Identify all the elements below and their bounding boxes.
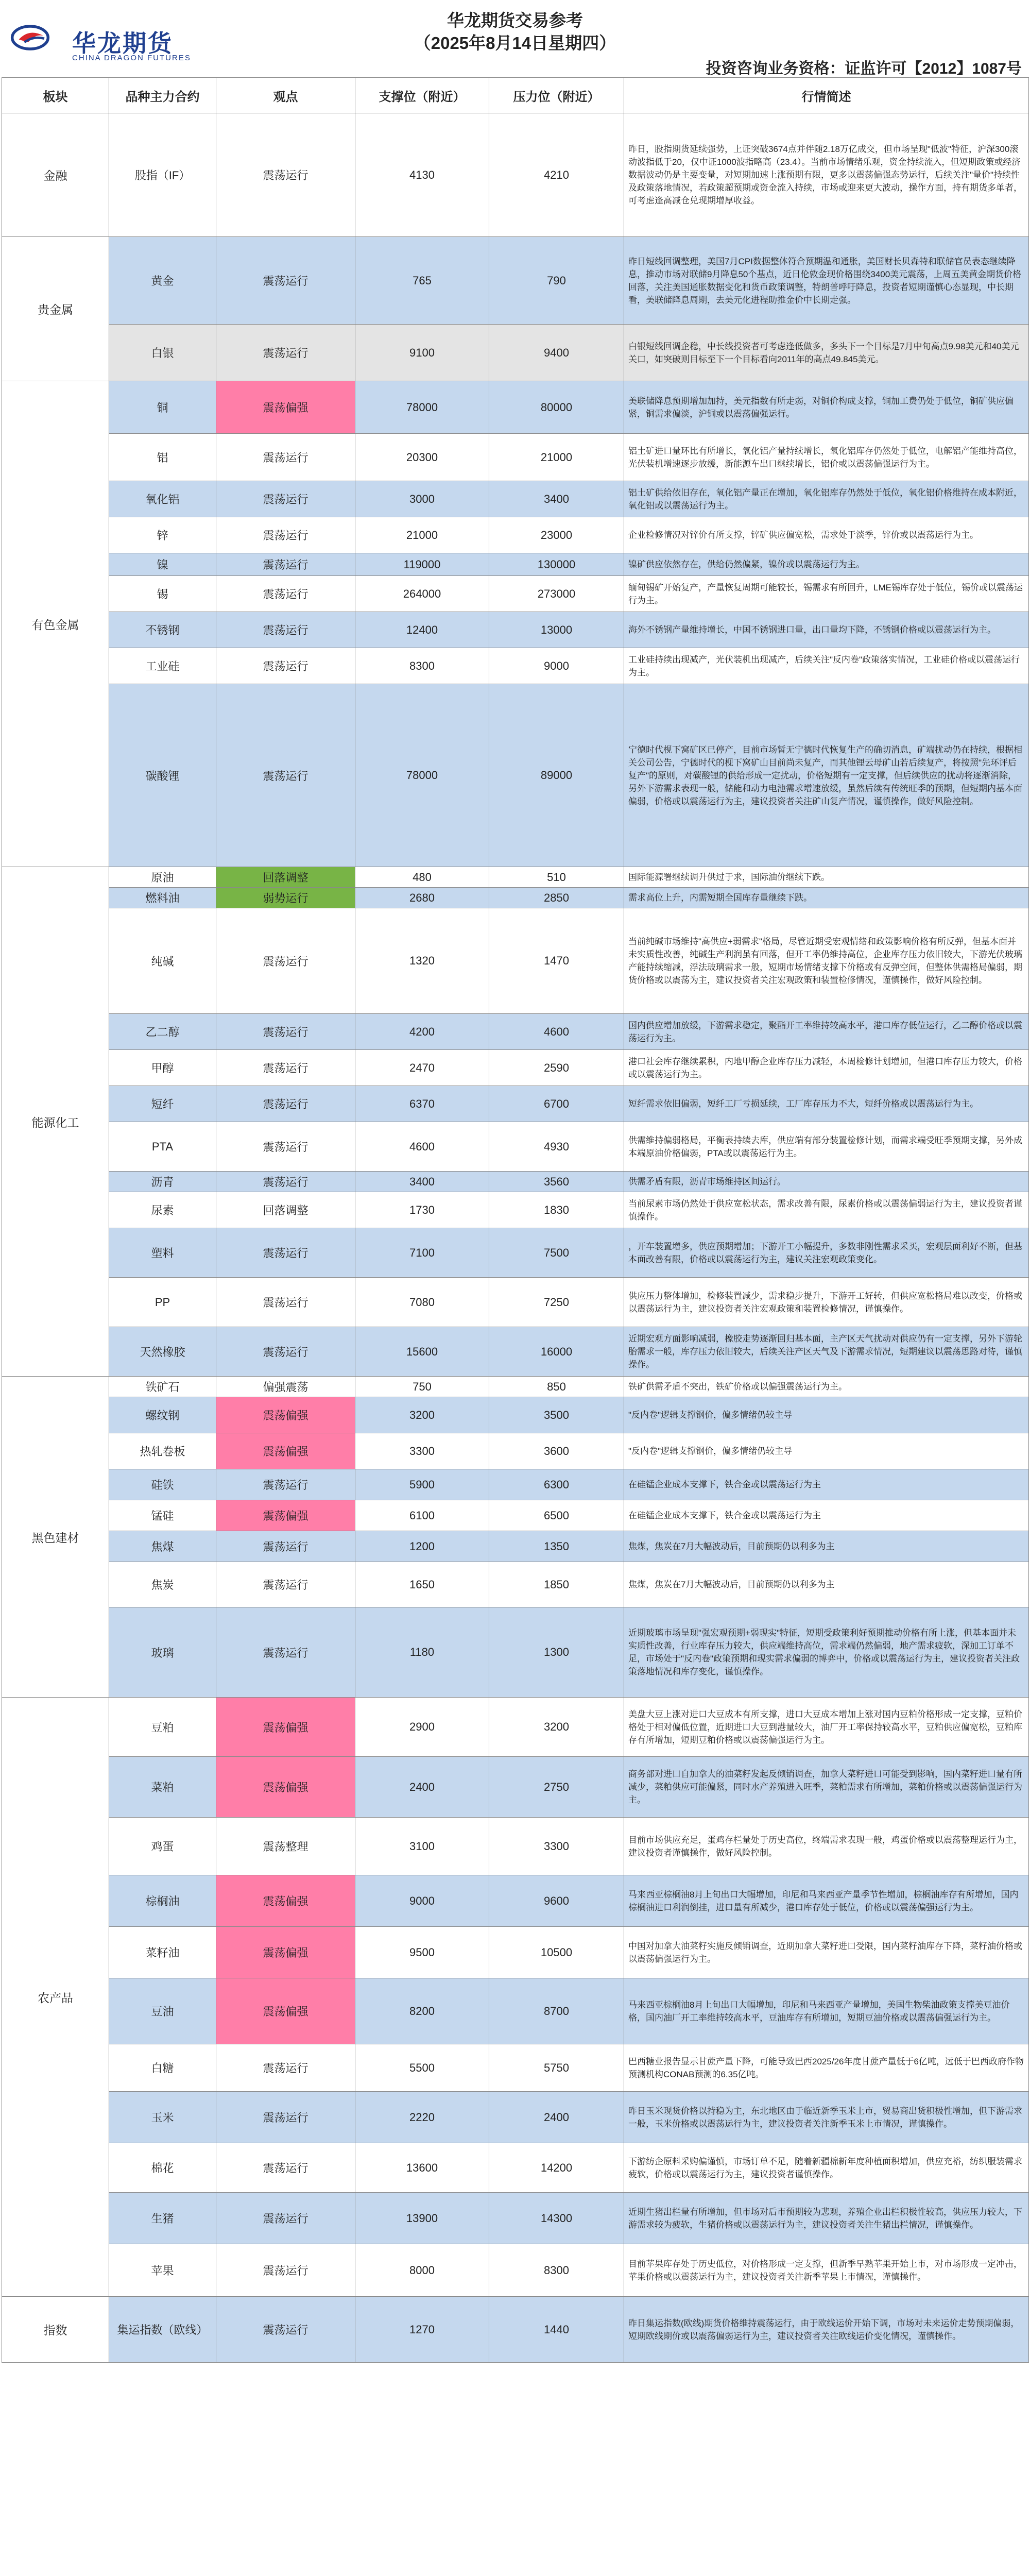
view-cell: 震荡偏强 bbox=[216, 1757, 355, 1818]
sector-cell: 农产品 bbox=[2, 1698, 109, 2297]
table-row bbox=[2, 1469, 1029, 1500]
description-cell: 焦煤，焦炭在7月大幅波动后，目前预期仍以利多为主 bbox=[624, 1562, 1029, 1607]
sector-cell: 贵金属 bbox=[2, 237, 109, 381]
table-row bbox=[2, 576, 1029, 612]
view-cell: 震荡运行 bbox=[216, 1469, 355, 1500]
contract-cell: 塑料 bbox=[109, 1228, 216, 1278]
table-row bbox=[2, 888, 1029, 908]
description-cell: 铁矿供需矛盾不突出，铁矿价格或以偏强震荡运行为主。 bbox=[624, 1377, 1029, 1397]
trading-reference-table bbox=[2, 77, 1029, 2363]
view-cell: 震荡运行 bbox=[216, 553, 355, 576]
resistance-cell: 1440 bbox=[489, 2297, 624, 2363]
logo-chinese-name: 华龙期货 bbox=[72, 30, 173, 57]
resistance-cell: 130000 bbox=[489, 553, 624, 576]
table-row bbox=[2, 1228, 1029, 1278]
view-cell: 震荡偏强 bbox=[216, 1433, 355, 1469]
description-cell: 目前市场供应充足，蛋鸡存栏量处于历史高位，终端需求表现一般，鸡蛋价格或以震荡整理运行为主，建议投资者谨慎操作，做好风险控制。 bbox=[624, 1818, 1029, 1875]
resistance-cell: 14200 bbox=[489, 2143, 624, 2193]
resistance-cell: 2400 bbox=[489, 2092, 624, 2143]
contract-cell: 碳酸锂 bbox=[109, 684, 216, 867]
contract-cell: 不锈钢 bbox=[109, 612, 216, 648]
contract-cell: 沥青 bbox=[109, 1172, 216, 1192]
resistance-cell: 9000 bbox=[489, 648, 624, 684]
support-cell: 15600 bbox=[355, 1327, 489, 1377]
description-cell: 在硅锰企业成本支撑下，铁合金或以震荡运行为主 bbox=[624, 1469, 1029, 1500]
view-cell: 震荡偏强 bbox=[216, 381, 355, 434]
contract-cell: 铜 bbox=[109, 381, 216, 434]
resistance-cell: 4210 bbox=[489, 113, 624, 237]
support-cell: 264000 bbox=[355, 576, 489, 612]
support-cell: 119000 bbox=[355, 553, 489, 576]
resistance-cell: 3300 bbox=[489, 1818, 624, 1875]
contract-cell: 镍 bbox=[109, 553, 216, 576]
contract-cell: 白银 bbox=[109, 325, 216, 381]
resistance-cell: 3200 bbox=[489, 1698, 624, 1757]
contract-cell: 菜粕 bbox=[109, 1757, 216, 1818]
support-cell: 3300 bbox=[355, 1433, 489, 1469]
sector-cell: 能源化工 bbox=[2, 867, 109, 1377]
support-cell: 1270 bbox=[355, 2297, 489, 2363]
description-cell: 焦煤，焦炭在7月大幅波动后，目前预期仍以利多为主 bbox=[624, 1531, 1029, 1562]
description-cell: 供需维持偏弱格局，平衡表持续去库，供应端有部分装置检修计划，而需求端受旺季预期支撑，另外成本端原油价格偏弱，PTA或以震荡运行为主。 bbox=[624, 1122, 1029, 1172]
description-cell: 镍矿供应依然存在，供给仍然偏紧，镍价或以震荡运行为主。 bbox=[624, 553, 1029, 576]
view-cell: 震荡运行 bbox=[216, 1014, 355, 1050]
view-cell: 震荡运行 bbox=[216, 684, 355, 867]
table-row bbox=[2, 481, 1029, 517]
contract-cell: 豆油 bbox=[109, 1978, 216, 2044]
view-cell: 震荡运行 bbox=[216, 113, 355, 237]
contract-cell: 鸡蛋 bbox=[109, 1818, 216, 1875]
table-row bbox=[2, 867, 1029, 888]
table-row bbox=[2, 1698, 1029, 1757]
support-cell: 3400 bbox=[355, 1172, 489, 1192]
table-row bbox=[2, 1122, 1029, 1172]
resistance-cell: 850 bbox=[489, 1377, 624, 1397]
table-row bbox=[2, 1433, 1029, 1469]
description-cell: 当前纯碱市场维持"高供应+弱需求"格局，尽管近期受宏观情绪和政策影响价格有所反弹，但基本面并未实质性改善，纯碱生产利润虽有回落，但开工率仍维持高位，企业库存压力依旧较大，下游光伏玻璃产能持续缩减，浮法玻璃需求一般，短期市场情绪支撑下价格或有反弹空间，但整体供需格局偏弱，期货价格或以震荡为主，建议投资者关注宏观政策和装置检修情况，谨慎操作，做好风险控制。 bbox=[624, 908, 1029, 1014]
description-cell: 中国对加拿大油菜籽实施反倾销调查，近期加拿大菜籽进口受限，国内菜籽油库存下降，菜籽油价格或以震荡偏强运行为主。 bbox=[624, 1927, 1029, 1978]
resistance-cell: 7250 bbox=[489, 1278, 624, 1327]
contract-cell: 螺纹钢 bbox=[109, 1397, 216, 1433]
description-cell: 供需矛盾有限，沥青市场维持区间运行。 bbox=[624, 1172, 1029, 1192]
support-cell: 7080 bbox=[355, 1278, 489, 1327]
contract-cell: 白糖 bbox=[109, 2044, 216, 2092]
view-cell: 震荡运行 bbox=[216, 1327, 355, 1377]
resistance-cell: 9600 bbox=[489, 1875, 624, 1927]
report-title: 华龙期货交易参考 bbox=[447, 11, 583, 30]
table-row bbox=[2, 1607, 1029, 1698]
view-cell: 震荡运行 bbox=[216, 908, 355, 1014]
resistance-cell: 80000 bbox=[489, 381, 624, 434]
resistance-cell: 14300 bbox=[489, 2193, 624, 2244]
support-cell: 2470 bbox=[355, 1050, 489, 1086]
description-cell: 国内供应增加放缓，下游需求稳定，聚酯开工率维持较高水平，港口库存低位运行，乙二醇价格或以震荡运行为主。 bbox=[624, 1014, 1029, 1050]
resistance-cell: 10500 bbox=[489, 1927, 624, 1978]
table-row bbox=[2, 113, 1029, 237]
description-cell: 商务部对进口自加拿大的油菜籽发起反倾销调查，加拿大菜籽进口可能受到影响，国内菜籽进口量有所减少，菜粕供应可能偏紧，同时水产养殖进入旺季，菜粕需求有所增加，菜粕价格或以震荡偏强运行为主。 bbox=[624, 1757, 1029, 1818]
contract-cell: 尿素 bbox=[109, 1192, 216, 1228]
view-cell: 震荡运行 bbox=[216, 1050, 355, 1086]
table-row bbox=[2, 1757, 1029, 1818]
table-row bbox=[2, 2044, 1029, 2092]
resistance-cell: 1470 bbox=[489, 908, 624, 1014]
contract-cell: 短纤 bbox=[109, 1086, 216, 1122]
description-cell: 短纤需求依旧偏弱，短纤工厂亏损延续，工厂库存压力不大，短纤价格或以震荡运行为主。 bbox=[624, 1086, 1029, 1122]
support-cell: 2220 bbox=[355, 2092, 489, 2143]
description-cell: 企业检修情况对锌价有所支撑，锌矿供应偏宽松，需求处于淡季，锌价或以震荡运行为主。 bbox=[624, 517, 1029, 553]
description-cell: 宁德时代枧下窝矿区已停产，目前市场暂无宁德时代恢复生产的确切消息，矿端扰动仍在持续，根据相关公司公告，宁德时代的枧下窝矿山目前尚未复产，而其他锂云母矿山若后续复产，将按照"先环评后复产"的原则，对碳酸锂的供给形成一定扰动，价格短期有一定支撑，但后续供应的扰动将逐渐消除，另外下游需求表现一般，储能和动力电池需求增速放缓，虽然后续有传统旺季的预期，但短期内基本面偏弱，价格或以震荡运行为主，建议投资者关注矿山复产情况，谨慎操作，做好风险控制。 bbox=[624, 684, 1029, 867]
resistance-cell: 1830 bbox=[489, 1192, 624, 1228]
table-row bbox=[2, 1086, 1029, 1122]
support-cell: 21000 bbox=[355, 517, 489, 553]
view-cell: 回落调整 bbox=[216, 1192, 355, 1228]
view-cell: 震荡偏强 bbox=[216, 1500, 355, 1531]
resistance-cell: 7500 bbox=[489, 1228, 624, 1278]
contract-cell: 铝 bbox=[109, 434, 216, 481]
contract-cell: PP bbox=[109, 1278, 216, 1327]
support-cell: 9100 bbox=[355, 325, 489, 381]
description-cell: 昨日玉米现货价格以持稳为主，东北地区由于临近新季玉米上市，贸易商出货积极性增加，但下游需求一般，玉米价格或以震荡运行为主，建议投资者关注新季玉米上市情况，谨慎操作。 bbox=[624, 2092, 1029, 2143]
support-cell: 78000 bbox=[355, 684, 489, 867]
contract-cell: 股指（IF） bbox=[109, 113, 216, 237]
support-cell: 3000 bbox=[355, 481, 489, 517]
support-cell: 13900 bbox=[355, 2193, 489, 2244]
support-cell: 5500 bbox=[355, 2044, 489, 2092]
table-row bbox=[2, 1172, 1029, 1192]
col-header-contract: 品种主力合约 bbox=[109, 78, 216, 113]
support-cell: 2900 bbox=[355, 1698, 489, 1757]
sector-cell: 有色金属 bbox=[2, 381, 109, 867]
table-row bbox=[2, 684, 1029, 867]
view-cell: 震荡运行 bbox=[216, 2044, 355, 2092]
description-cell: 铝土矿进口量环比有所增长，氧化铝产量持续增长，氧化铝库存仍然处于低位，电解铝产能维持高位，光伏装机增速逐步放缓，新能源车出口继续增长，铝价或以震荡偏强运行为主。 bbox=[624, 434, 1029, 481]
view-cell: 震荡运行 bbox=[216, 648, 355, 684]
view-cell: 震荡偏强 bbox=[216, 1698, 355, 1757]
view-cell: 震荡运行 bbox=[216, 481, 355, 517]
view-cell: 震荡运行 bbox=[216, 237, 355, 325]
resistance-cell: 3600 bbox=[489, 1433, 624, 1469]
col-header-support: 支撑位（附近） bbox=[355, 78, 489, 113]
description-cell: 昨日，股指期货延续强势，上证突破3674点并伴随2.18万亿成交，但市场呈现"低波"特征，沪深300滚动波指低于20，仅中证1000波指略高（23.4）。当前市场情绪乐观，资金持续流入，但短期政策或经济数据波动仍是主要变量，对短期加速上涨预期有限，更多以震荡偏强态势运行，后续关注"量价"持续性及政策落地情况，若政策超预期或资金流入持续，市场或迎来更大波动，操作方面，持有期货多单者，可考虑逢高减仓兑现期增厚收益。 bbox=[624, 113, 1029, 237]
support-cell: 12400 bbox=[355, 612, 489, 648]
contract-cell: 黄金 bbox=[109, 237, 216, 325]
logo-english-name: CHINA DRAGON FUTURES bbox=[72, 54, 191, 62]
table-row bbox=[2, 1192, 1029, 1228]
description-cell: "反内卷"逻辑支撑钢价，偏多情绪仍较主导 bbox=[624, 1433, 1029, 1469]
table-row bbox=[2, 2244, 1029, 2297]
support-cell: 2680 bbox=[355, 888, 489, 908]
contract-cell: 甲醇 bbox=[109, 1050, 216, 1086]
contract-cell: 棉花 bbox=[109, 2143, 216, 2193]
support-cell: 20300 bbox=[355, 434, 489, 481]
report-date: （2025年8月14日星期四） bbox=[414, 33, 616, 53]
resistance-cell: 3500 bbox=[489, 1397, 624, 1433]
support-cell: 9500 bbox=[355, 1927, 489, 1978]
description-cell: 昨日短线回调整理，美国7月CPI数据整体符合预期温和通胀，美国财长贝森特和联储官员表态继续降息，推动市场对联储9月降息50个基点，近日伦敦金现价格围绕3400美元震荡，上周五美黄金期货价格回落，关注美国通胀数据变化和货币政策调整，特朗普呼吁降息，投资者短期谨慎心态显现，中长期看，美联储降息周期，去美元化进程助推金价中长期走强。 bbox=[624, 237, 1029, 325]
table-row bbox=[2, 1377, 1029, 1397]
table-row bbox=[2, 1500, 1029, 1531]
resistance-cell: 4930 bbox=[489, 1122, 624, 1172]
description-cell: 工业硅持续出现减产，光伏装机出现减产，后续关注"反内卷"政策落实情况，工业硅价格或以震荡运行为主。 bbox=[624, 648, 1029, 684]
table-row bbox=[2, 1050, 1029, 1086]
view-cell: 震荡运行 bbox=[216, 1086, 355, 1122]
contract-cell: 焦炭 bbox=[109, 1562, 216, 1607]
support-cell: 1320 bbox=[355, 908, 489, 1014]
view-cell: 震荡偏强 bbox=[216, 1875, 355, 1927]
description-cell: 在硅锰企业成本支撑下，铁合金或以震荡运行为主 bbox=[624, 1500, 1029, 1531]
support-cell: 1650 bbox=[355, 1562, 489, 1607]
resistance-cell: 2750 bbox=[489, 1757, 624, 1818]
report-header bbox=[0, 0, 1030, 77]
resistance-cell: 1850 bbox=[489, 1562, 624, 1607]
view-cell: 回落调整 bbox=[216, 867, 355, 888]
view-cell: 震荡运行 bbox=[216, 1607, 355, 1698]
description-cell: 需求高位上升，内需短期全国库存量继续下跌。 bbox=[624, 888, 1029, 908]
view-cell: 震荡运行 bbox=[216, 2297, 355, 2363]
contract-cell: 锰硅 bbox=[109, 1500, 216, 1531]
table-row bbox=[2, 1278, 1029, 1327]
table-row bbox=[2, 237, 1029, 325]
col-header-resistance: 压力位（附近） bbox=[489, 78, 624, 113]
resistance-cell: 510 bbox=[489, 867, 624, 888]
contract-cell: 苹果 bbox=[109, 2244, 216, 2297]
resistance-cell: 16000 bbox=[489, 1327, 624, 1377]
resistance-cell: 273000 bbox=[489, 576, 624, 612]
table-row bbox=[2, 553, 1029, 576]
support-cell: 1200 bbox=[355, 1531, 489, 1562]
table-row bbox=[2, 381, 1029, 434]
sector-cell: 黑色建材 bbox=[2, 1377, 109, 1698]
view-cell: 震荡运行 bbox=[216, 517, 355, 553]
view-cell: 震荡运行 bbox=[216, 1172, 355, 1192]
table-row bbox=[2, 908, 1029, 1014]
table-body bbox=[2, 113, 1029, 2363]
support-cell: 8200 bbox=[355, 1978, 489, 2044]
table-row bbox=[2, 517, 1029, 553]
support-cell: 765 bbox=[355, 237, 489, 325]
description-cell: 下游纺企原料采购偏谨慎，市场订单不足，随着新疆棉新年度种植面积增加，供应充裕，纺织服装需求疲软，价格或以震荡运行为主，建议投资者谨慎操作。 bbox=[624, 2143, 1029, 2193]
contract-cell: 棕榈油 bbox=[109, 1875, 216, 1927]
resistance-cell: 8300 bbox=[489, 2244, 624, 2297]
description-cell: 海外不锈钢产量维持增长，中国不锈钢进口量，出口量均下降，不锈钢价格或以震荡运行为主。 bbox=[624, 612, 1029, 648]
table-row bbox=[2, 1014, 1029, 1050]
col-header-sector: 板块 bbox=[2, 78, 109, 113]
support-cell: 480 bbox=[355, 867, 489, 888]
contract-cell: 工业硅 bbox=[109, 648, 216, 684]
description-cell: 近期生猪出栏量有所增加，但市场对后市预期较为悲观，养殖企业出栏积极性较高，供应压力较大，下游需求较为疲软，生猪价格或以震荡运行为主，建议投资者关注生猪出栏情况，谨慎操作。 bbox=[624, 2193, 1029, 2244]
support-cell: 1180 bbox=[355, 1607, 489, 1698]
resistance-cell: 8700 bbox=[489, 1978, 624, 2044]
contract-cell: 铁矿石 bbox=[109, 1377, 216, 1397]
table-row bbox=[2, 1818, 1029, 1875]
table-row bbox=[2, 612, 1029, 648]
resistance-cell: 6500 bbox=[489, 1500, 624, 1531]
support-cell: 2400 bbox=[355, 1757, 489, 1818]
qualification-license: 投资咨询业务资格：证监许可【2012】1087号 bbox=[706, 60, 1022, 77]
description-cell: 目前苹果库存处于历史低位，对价格形成一定支撑，但新季早熟苹果开始上市，对市场形成一定冲击，苹果价格或以震荡运行为主，建议投资者关注新季苹果上市情况，谨慎操作。 bbox=[624, 2244, 1029, 2297]
contract-cell: 乙二醇 bbox=[109, 1014, 216, 1050]
support-cell: 6370 bbox=[355, 1086, 489, 1122]
table-row bbox=[2, 1927, 1029, 1978]
view-cell: 震荡运行 bbox=[216, 2244, 355, 2297]
table-row bbox=[2, 1875, 1029, 1927]
table-row bbox=[2, 1562, 1029, 1607]
support-cell: 7100 bbox=[355, 1228, 489, 1278]
description-cell: 国际能源署继续调升供过于求，国际油价继续下跌。 bbox=[624, 867, 1029, 888]
description-cell: 近期玻璃市场呈现"强宏观预期+弱现实"特征，短期受政策利好预期推动价格有所上涨，但基本面并未实质性改善，行业库存压力较大，供应端维持高位，需求端仍然偏弱，地产需求疲软，深加工订单不足，市场处于"反内卷"政策预期和现实需求偏弱的博弈中，价格或以震荡运行为主，建议投资者关注政策落地情况和库存变化，谨慎操作。 bbox=[624, 1607, 1029, 1698]
resistance-cell: 13000 bbox=[489, 612, 624, 648]
view-cell: 震荡运行 bbox=[216, 576, 355, 612]
description-cell: 当前尿素市场仍然处于供应宽松状态，需求改善有限，尿素价格或以震荡偏弱运行为主，建议投资者谨慎操作。 bbox=[624, 1192, 1029, 1228]
support-cell: 78000 bbox=[355, 381, 489, 434]
contract-cell: 纯碱 bbox=[109, 908, 216, 1014]
view-cell: 震荡运行 bbox=[216, 612, 355, 648]
contract-cell: 热轧卷板 bbox=[109, 1433, 216, 1469]
contract-cell: 氧化铝 bbox=[109, 481, 216, 517]
contract-cell: 菜籽油 bbox=[109, 1927, 216, 1978]
view-cell: 震荡运行 bbox=[216, 2092, 355, 2143]
contract-cell: PTA bbox=[109, 1122, 216, 1172]
col-header-description: 行情简述 bbox=[624, 78, 1029, 113]
contract-cell: 燃料油 bbox=[109, 888, 216, 908]
support-cell: 750 bbox=[355, 1377, 489, 1397]
resistance-cell: 89000 bbox=[489, 684, 624, 867]
view-cell: 震荡偏强 bbox=[216, 1927, 355, 1978]
description-cell: 昨日集运指数(欧线)期货价格维持震荡运行，由于欧线运价开始下调，市场对未来运价走势预期偏弱，短期欧线期价或以震荡偏弱运行为主，建议投资者关注欧线运价变化情况，谨慎操作。 bbox=[624, 2297, 1029, 2363]
view-cell: 震荡整理 bbox=[216, 1818, 355, 1875]
col-header-view: 观点 bbox=[216, 78, 355, 113]
resistance-cell: 1300 bbox=[489, 1607, 624, 1698]
support-cell: 6100 bbox=[355, 1500, 489, 1531]
resistance-cell: 2850 bbox=[489, 888, 624, 908]
description-cell: 铝土矿供给依旧存在，氧化铝产量正在增加，氧化铝库存仍然处于低位，氧化铝价格维持在成本附近，氧化铝或以震荡运行为主。 bbox=[624, 481, 1029, 517]
description-cell: "反内卷"逻辑支撑钢价，偏多情绪仍较主导 bbox=[624, 1397, 1029, 1433]
support-cell: 4600 bbox=[355, 1122, 489, 1172]
view-cell: 震荡运行 bbox=[216, 2143, 355, 2193]
support-cell: 5900 bbox=[355, 1469, 489, 1500]
support-cell: 1730 bbox=[355, 1192, 489, 1228]
support-cell: 4200 bbox=[355, 1014, 489, 1050]
table-row bbox=[2, 434, 1029, 481]
description-cell: 缅甸锡矿开始复产，产量恢复周期可能较长，锡需求有所回升，LME锡库存处于低位，锡价或以震荡运行为主。 bbox=[624, 576, 1029, 612]
table-row bbox=[2, 648, 1029, 684]
description-cell: 近期宏观方面影响减弱，橡胶走势逐渐回归基本面，主产区天气扰动对供应仍有一定支撑，另外下游轮胎需求一般，库存压力依旧较大，后续关注产区天气及下游需求情况，短期建议以震荡思路对待，谨慎操作。 bbox=[624, 1327, 1029, 1377]
table-row bbox=[2, 1531, 1029, 1562]
view-cell: 震荡运行 bbox=[216, 2193, 355, 2244]
resistance-cell: 3400 bbox=[489, 481, 624, 517]
view-cell: 震荡运行 bbox=[216, 1562, 355, 1607]
description-cell: ，开车装置增多，供应预期增加；下游开工小幅提升，多数非刚性需求采买，宏观层面利好不断，但基本面改善有限，价格或以震荡运行为主，建议关注宏观政策变化。 bbox=[624, 1228, 1029, 1278]
view-cell: 震荡运行 bbox=[216, 325, 355, 381]
view-cell: 震荡运行 bbox=[216, 434, 355, 481]
table-header-row bbox=[2, 78, 1029, 113]
resistance-cell: 3560 bbox=[489, 1172, 624, 1192]
table-row bbox=[2, 1397, 1029, 1433]
support-cell: 13600 bbox=[355, 2143, 489, 2193]
support-cell: 8000 bbox=[355, 2244, 489, 2297]
contract-cell: 锡 bbox=[109, 576, 216, 612]
description-cell: 白银短线回调企稳，中长线投资者可考虑逢低做多，多头下一个目标是7月中旬高点9.98美元和40美元关口，如突破则目标至下一个目标看向2011年的高点49.845美元。 bbox=[624, 325, 1029, 381]
description-cell: 马来西亚棕榈油8月上旬出口大幅增加，印尼和马来西亚产量增加，美国生物柴油政策支撑美豆油价格，国内油厂开工率维持较高水平，豆油库存有所增加，短期豆油价格或以震荡偏强运行为主。 bbox=[624, 1978, 1029, 2044]
view-cell: 震荡运行 bbox=[216, 1278, 355, 1327]
table-row bbox=[2, 2143, 1029, 2193]
resistance-cell: 21000 bbox=[489, 434, 624, 481]
resistance-cell: 790 bbox=[489, 237, 624, 325]
resistance-cell: 6300 bbox=[489, 1469, 624, 1500]
contract-cell: 锌 bbox=[109, 517, 216, 553]
support-cell: 9000 bbox=[355, 1875, 489, 1927]
description-cell: 马来西亚棕榈油8月上旬出口大幅增加，印尼和马来西亚产量季节性增加，棕榈油库存有所增加，国内棕榈油进口利润倒挂，进口量有所减少，港口库存处于低位，价格或以震荡偏强运行为主。 bbox=[624, 1875, 1029, 1927]
support-cell: 8300 bbox=[355, 648, 489, 684]
table-row bbox=[2, 1978, 1029, 2044]
view-cell: 震荡运行 bbox=[216, 1122, 355, 1172]
resistance-cell: 4600 bbox=[489, 1014, 624, 1050]
support-cell: 3100 bbox=[355, 1818, 489, 1875]
view-cell: 震荡偏强 bbox=[216, 1978, 355, 2044]
contract-cell: 焦煤 bbox=[109, 1531, 216, 1562]
view-cell: 震荡运行 bbox=[216, 1531, 355, 1562]
contract-cell: 天然橡胶 bbox=[109, 1327, 216, 1377]
resistance-cell: 6700 bbox=[489, 1086, 624, 1122]
support-cell: 4130 bbox=[355, 113, 489, 237]
view-cell: 震荡运行 bbox=[216, 1228, 355, 1278]
description-cell: 供应压力整体增加，检修装置减少，需求稳步提升，下游开工好转，但供应宽松格局难以改变，价格或以震荡运行为主，建议投资者关注宏观政策和装置检修情况，谨慎操作。 bbox=[624, 1278, 1029, 1327]
resistance-cell: 23000 bbox=[489, 517, 624, 553]
contract-cell: 硅铁 bbox=[109, 1469, 216, 1500]
resistance-cell: 9400 bbox=[489, 325, 624, 381]
contract-cell: 玉米 bbox=[109, 2092, 216, 2143]
resistance-cell: 2590 bbox=[489, 1050, 624, 1086]
description-cell: 美联储降息预期增加加持，美元指数有所走弱，对铜价构成支撑，铜加工费仍处于低位，铜矿供应偏紧，铜需求偏淡，沪铜或以震荡偏强运行。 bbox=[624, 381, 1029, 434]
contract-cell: 集运指数（欧线） bbox=[109, 2297, 216, 2363]
resistance-cell: 5750 bbox=[489, 2044, 624, 2092]
table-row bbox=[2, 1327, 1029, 1377]
support-cell: 3200 bbox=[355, 1397, 489, 1433]
resistance-cell: 1350 bbox=[489, 1531, 624, 1562]
view-cell: 弱势运行 bbox=[216, 888, 355, 908]
contract-cell: 生猪 bbox=[109, 2193, 216, 2244]
description-cell: 港口社会库存继续累积，内地甲醇企业库存压力减轻，本周检修计划增加，但港口库存压力较大，价格或以震荡运行为主。 bbox=[624, 1050, 1029, 1086]
sector-cell: 指数 bbox=[2, 2297, 109, 2363]
view-cell: 震荡偏强 bbox=[216, 1397, 355, 1433]
contract-cell: 玻璃 bbox=[109, 1607, 216, 1698]
contract-cell: 原油 bbox=[109, 867, 216, 888]
sector-cell: 金融 bbox=[2, 113, 109, 237]
contract-cell: 豆粕 bbox=[109, 1698, 216, 1757]
description-cell: 美盘大豆上涨对进口大豆成本有所支撑，进口大豆成本增加上涨对国内豆粕价格形成一定支撑，豆粕价格处于相对偏低位置，近期进口大豆到港量较大，油厂开工率保持较高水平，豆粕供应偏宽松，豆粕库存有所增加，短期豆粕价格或以震荡偏强运行为主。 bbox=[624, 1698, 1029, 1757]
table-row bbox=[2, 2092, 1029, 2143]
table-row bbox=[2, 325, 1029, 381]
table-row bbox=[2, 2193, 1029, 2244]
table-row bbox=[2, 2297, 1029, 2363]
description-cell: 巴西糖业报告显示甘蔗产量下降，可能导致巴西2025/26年度甘蔗产量低于6亿吨，远低于巴西政府作物预测机构CONAB预测的6.35亿吨。 bbox=[624, 2044, 1029, 2092]
view-cell: 偏强震荡 bbox=[216, 1377, 355, 1397]
